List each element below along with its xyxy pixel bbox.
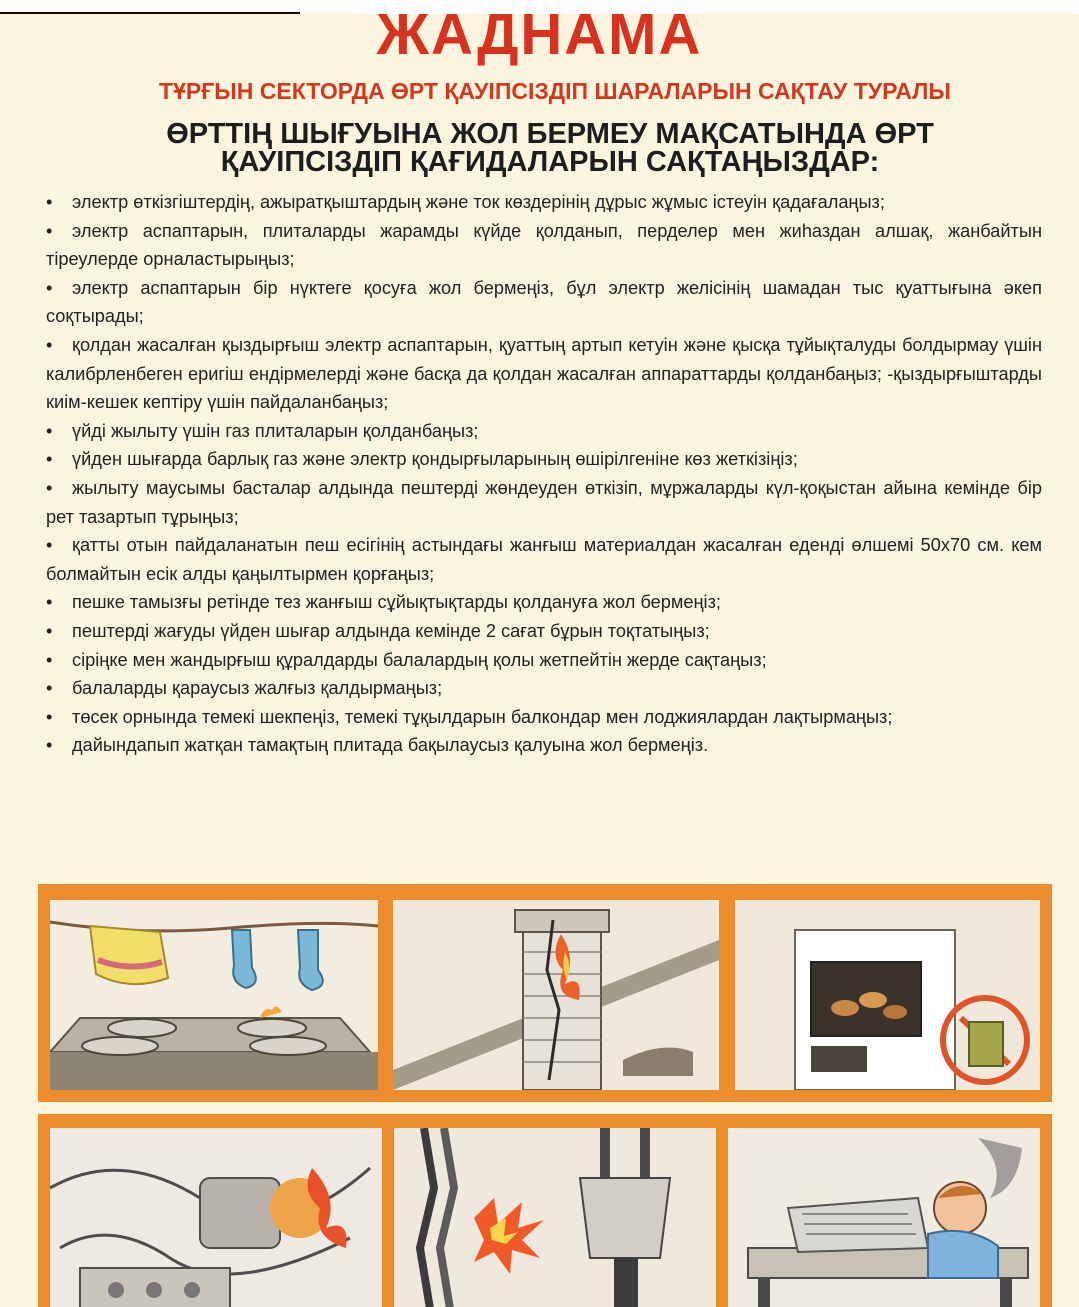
rule-item bbox=[46, 617, 1042, 646]
fire-safety-poster bbox=[0, 14, 1079, 1307]
poster-title: ЖАДНАМА bbox=[376, 14, 703, 67]
stove-drying-clothes-icon bbox=[50, 900, 378, 1090]
illustration-panel-top bbox=[38, 884, 1052, 1102]
rules-heading bbox=[120, 120, 980, 176]
overloaded-socket-illustration bbox=[50, 1128, 382, 1307]
rule-text: сіріңке мен жандырғыш құралдарды балалардың қолы жетпейтін жерде сақтаңыз; bbox=[72, 649, 767, 670]
bullet-icon: • bbox=[46, 220, 53, 241]
rule-item bbox=[46, 274, 1042, 331]
rule-item bbox=[46, 531, 1042, 588]
rule-text: электр аспаптарын бір нүктеге қосуға жол бермеңіз, бұл электр желісінің шамадан тыс қуаттығына әкеп соқтырады; bbox=[46, 277, 1042, 327]
rule-item bbox=[46, 731, 1042, 760]
bullet-icon: • bbox=[46, 535, 53, 556]
bullet-icon: • bbox=[46, 706, 53, 727]
bullet-icon: • bbox=[46, 735, 53, 756]
rule-item bbox=[46, 445, 1042, 474]
rule-text: электр өткізгіштердің, ажыратқыштардың және ток көздерінің дұрыс жұмыс істеуін қадағалаңыз; bbox=[72, 192, 885, 212]
rule-text: балаларды қараусыз жалғыз қалдырмаңыз; bbox=[72, 678, 443, 699]
bullet-icon: • bbox=[46, 620, 53, 641]
rule-item bbox=[46, 674, 1042, 703]
illustration-panel-bottom bbox=[38, 1114, 1052, 1307]
rule-text: үйден шығарда барлық газ және электр қондырғыларының өшірілгеніне көз жеткізіңіз; bbox=[72, 449, 798, 470]
rules-list bbox=[46, 188, 1042, 760]
bullet-icon: • bbox=[46, 477, 53, 498]
rule-text: дайындапып жатқан тамақтың плитада бақылаусыз қалуына жол бермеңіз. bbox=[72, 735, 709, 756]
plug-spark-icon bbox=[394, 1128, 716, 1307]
rule-text: қолдан жасалған қыздырғыш электр аспаптарын, қуаттың артып кетуін және қысқа тұйықталуды болдырмау үшін калибрленбеген еригіш ендірмелерді және басқа да қолдан жасалған аппараттарды қолданбаңыз; -қыздырғыштарды киім-кешек кептіру үшін пайдаланбаңыз; bbox=[46, 334, 1042, 413]
rule-item bbox=[46, 331, 1042, 417]
smoking-in-bed-illustration bbox=[728, 1128, 1040, 1307]
rule-text: электр аспаптарын, плиталарды жарамды күйде қолданып, перделер мен жиһаздан алшақ, жанбайтын тіреулерде орналастырыңыз; bbox=[46, 220, 1042, 270]
rule-item bbox=[46, 188, 1042, 217]
bullet-icon: • bbox=[46, 334, 53, 355]
stove-no-fuel-can-illustration bbox=[735, 900, 1040, 1090]
bullet-icon: • bbox=[46, 678, 53, 699]
overloaded-socket-icon bbox=[50, 1128, 382, 1307]
chimney-fire-illustration bbox=[393, 900, 719, 1090]
rule-item bbox=[46, 646, 1042, 675]
stove-drying-clothes-illustration bbox=[50, 900, 378, 1090]
plug-spark-illustration bbox=[394, 1128, 716, 1307]
rule-text: қатты отын пайдаланатын пеш есігінің астындағы жанғыш материалдан жасалған еденді өлшемі 50х70 см. кем болмайтын есік алды қаңылтырмен қорғаңыз; bbox=[46, 535, 1042, 584]
rule-text: пештерді жағуды үйден шығар алдында кемінде 2 сағат бұрын тоқтатыңыз; bbox=[72, 620, 710, 641]
rules-heading-line-1: ӨРТТІҢ ШЫҒУЫНА ЖОЛ БЕРМЕУ МАҚСАТЫНДА ӨРТ bbox=[166, 118, 934, 150]
poster-subtitle: ТҰРҒЫН СЕКТОРДА ӨРТ ҚАУІПСІЗДІП ШАРАЛАРЫН САҚТАУ ТУРАЛЫ bbox=[159, 78, 951, 104]
bullet-icon: • bbox=[46, 420, 53, 441]
rule-text: үйді жылыту үшін газ плиталарын қолданбаңыз; bbox=[72, 420, 479, 441]
smoking-in-bed-icon bbox=[728, 1128, 1040, 1307]
bullet-icon: • bbox=[46, 649, 53, 670]
rule-item bbox=[46, 588, 1042, 617]
bullet-icon: • bbox=[46, 449, 53, 470]
bullet-icon: • bbox=[46, 277, 53, 298]
rule-item bbox=[46, 474, 1042, 531]
rule-item bbox=[46, 417, 1042, 446]
rules-heading-line-2: ҚАУІПСІЗДІП ҚАҒИДАЛАРЫН САҚТАҢЫЗДАР: bbox=[220, 146, 880, 178]
stove-no-fuel-can-icon bbox=[735, 900, 1040, 1090]
chimney-fire-icon bbox=[393, 900, 719, 1090]
rule-item bbox=[46, 703, 1042, 732]
rule-text: жылыту маусымы басталар алдында пештерді жөндеуден өткізіп, мұржаларды күл-қоқыстан айына кемінде бір рет тазартып тұрыңыз; bbox=[46, 477, 1042, 527]
rule-item bbox=[46, 217, 1042, 274]
bullet-icon: • bbox=[46, 592, 53, 613]
rule-text: төсек орнында темекі шекпеңіз, темекі тұқылдарын балкондар мен лоджиялардан лақтырмаңыз; bbox=[72, 706, 893, 727]
rule-text: пешке тамызғы ретінде тез жанғыш сұйықтықтарды қолдануға жол бермеңіз; bbox=[72, 592, 721, 613]
bullet-icon: • bbox=[46, 192, 53, 212]
